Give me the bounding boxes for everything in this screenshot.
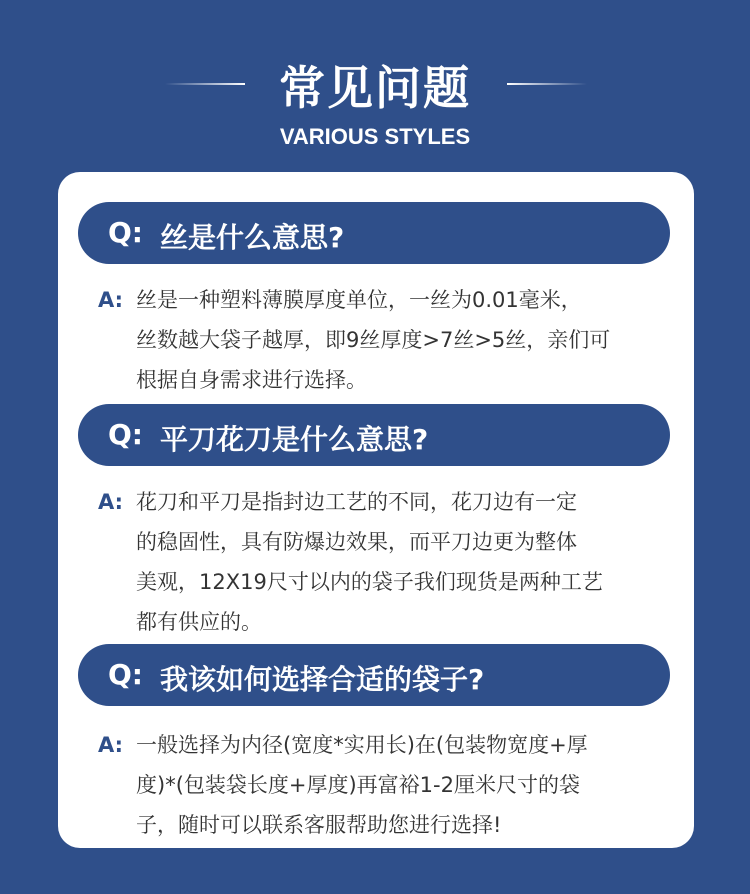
answer-line: 丝数越大袋子越厚，即9丝厚度>7丝>5丝，亲们可 xyxy=(136,328,611,352)
answer-line: 的稳固性，具有防爆边效果，而平刀边更为整体 xyxy=(136,530,577,554)
question-prefix: Q: xyxy=(108,418,143,451)
question-banner xyxy=(78,644,670,706)
question-prefix: Q: xyxy=(108,658,143,691)
page-title: 常见问题 xyxy=(279,61,471,115)
question-text: 平刀花刀是什么意思? xyxy=(160,423,429,456)
answer-prefix: A: xyxy=(98,490,124,514)
answer-line: 花刀和平刀是指封边工艺的不同，花刀边有一定 xyxy=(136,490,577,514)
answer-line: 都有供应的。 xyxy=(136,610,262,634)
answer-prefix: A: xyxy=(98,288,124,312)
question-text: 我该如何选择合适的袋子? xyxy=(160,663,485,696)
faq-card xyxy=(58,172,694,848)
question-banner xyxy=(78,404,670,466)
question-prefix: Q: xyxy=(108,216,143,249)
page-header xyxy=(0,0,750,170)
page-subtitle: VARIOUS STYLES xyxy=(279,124,471,149)
answer-line: 一般选择为内径(宽度*实用长)在(包装物宽度+厚 xyxy=(136,733,588,757)
answer-line: 丝是一种塑料薄膜厚度单位，一丝为0.01毫米， xyxy=(136,288,582,312)
answer-line: 子，随时可以联系客服帮助您进行选择! xyxy=(136,813,502,837)
answer-prefix: A: xyxy=(98,733,124,757)
answer-text xyxy=(136,280,666,400)
answer-text xyxy=(136,482,666,642)
question-banner xyxy=(78,202,670,264)
question-text: 丝是什么意思? xyxy=(160,221,345,254)
answer-line: 根据自身需求进行选择。 xyxy=(136,368,367,392)
title-decoration-right xyxy=(507,83,587,85)
answer-line: 美观，12X19尺寸以内的袋子我们现货是两种工艺 xyxy=(136,570,603,594)
answer-text xyxy=(136,725,666,845)
answer-line: 度)*(包装袋长度+厚度)再富裕1-2厘米尺寸的袋 xyxy=(136,773,580,797)
